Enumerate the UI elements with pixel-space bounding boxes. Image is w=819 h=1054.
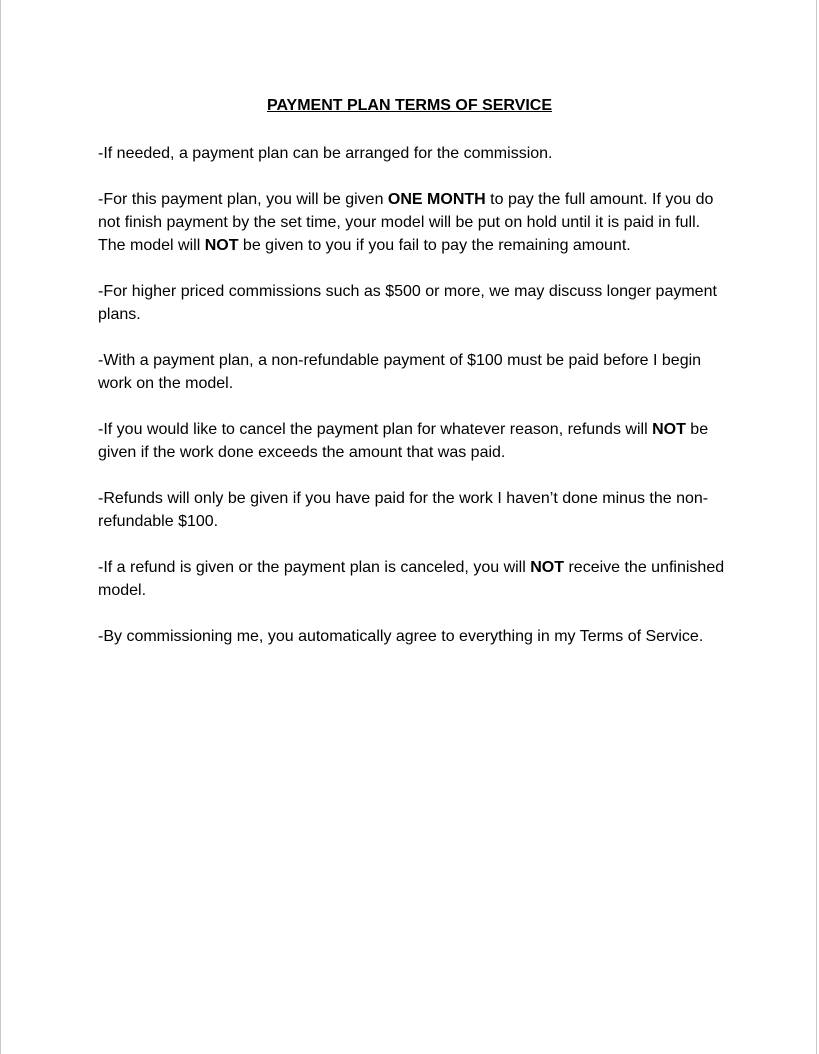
document-title: PAYMENT PLAN TERMS OF SERVICE — [266, 97, 553, 114]
paragraph-one-month-deadline — [98, 188, 726, 257]
text-span: to pay the full amount. If you do not finish payment by the set time, your model will be put on hold until it is paid in full. The model will — [98, 191, 714, 254]
text-span: -By commissioning me, you automatically agree to everything in my Terms of Service. — [98, 628, 704, 645]
emphasis-text: NOT — [204, 237, 239, 254]
text-span: -Refunds will only be given if you have paid for the work I haven’t done minus the non-refundable $100. — [98, 490, 709, 530]
text-span: -If you would like to cancel the payment plan for whatever reason, refunds will — [98, 421, 653, 438]
text-span: -With a payment plan, a non-refundable payment of $100 must be paid before I begin work on the model. — [98, 352, 702, 392]
paragraph-non-refundable-payment — [98, 349, 726, 395]
paragraph-cancel-plan — [98, 418, 726, 464]
text-span: -If a refund is given or the payment plan is canceled, you will — [98, 559, 531, 576]
emphasis-text: NOT — [530, 559, 565, 576]
emphasis-text: NOT — [652, 421, 686, 438]
paragraph-unfinished-model — [98, 556, 726, 602]
text-span: -For this payment plan, you will be given — [98, 191, 388, 208]
text-span: be given to you if you fail to pay the remaining amount. — [238, 237, 631, 254]
text-span: -For higher priced commissions such as $500 or more, we may discuss longer payment plans. — [98, 283, 717, 323]
text-span: receive the unfinished model. — [98, 559, 725, 599]
paragraph-refund-conditions — [98, 487, 726, 533]
text-span: be given if the work done exceeds the amount that was paid. — [98, 421, 709, 461]
paragraph-higher-priced — [98, 280, 726, 326]
emphasis-text: ONE MONTH — [387, 191, 486, 208]
document-body — [98, 142, 726, 671]
paragraph-agreement — [98, 625, 726, 648]
text-span: -If needed, a payment plan can be arranged for the commission. — [98, 145, 553, 162]
paragraph-payment-plan-available — [98, 142, 726, 165]
